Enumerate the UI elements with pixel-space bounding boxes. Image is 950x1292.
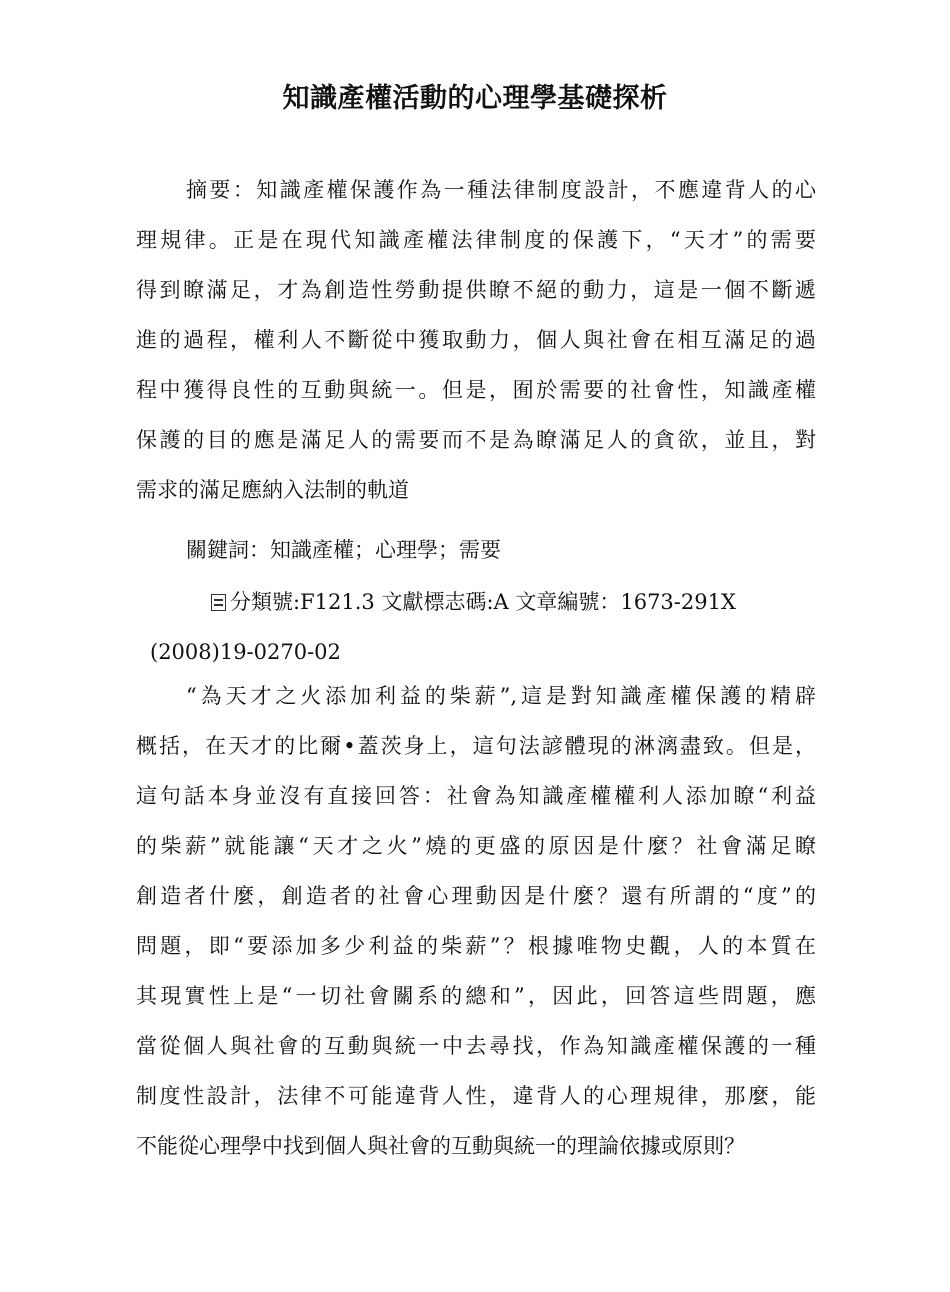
body-line: “為天才之火添加利益的柴薪”,這是對知識產權保護的精辟 (186, 684, 816, 708)
classification-text: 分類號:F121.3 文獻標志碼:A 文章編號：1673-291X (230, 590, 736, 614)
abstract-line: 理規律。正是在現代知識產權法律制度的保護下，“天才”的需要 (136, 228, 816, 252)
body-line: 不能從心理學中找到個人與社會的互動與統一的理論依據或原則？ (136, 1134, 745, 1158)
body-line: 創造者什麼，創造者的社會心理動因是什麼？還有所謂的“度”的 (136, 884, 816, 908)
body-line: 問題，即“要添加多少利益的柴薪”？根據唯物史觀，人的本質在 (136, 934, 816, 958)
body-line: 當從個人與社會的互動與統一中去尋找，作為知識產權保護的一種 (136, 1034, 816, 1058)
abstract-line: 得到瞭滿足，才為創造性勞動提供瞭不絕的動力，這是一個不斷遞 (136, 278, 816, 302)
article-code-line: (2008)19-0270-02 (150, 640, 341, 664)
body-line: 的柴薪”就能讓“天才之火”燒的更盛的原因是什麼？社會滿足瞭 (136, 834, 816, 858)
abstract-line: 需求的滿足應納入法制的軌道 (136, 478, 409, 502)
body-line: 制度性設計，法律不可能違背人性，違背人的心理規律，那麼，能 (136, 1084, 816, 1108)
classification-line (211, 582, 771, 622)
abstract-line: 摘要：知識產權保護作為一種法律制度設計，不應違背人的心 (186, 178, 816, 202)
abstract-line: 程中獲得良性的互動與統一。但是，囿於需要的社會性，知識產權 (136, 378, 816, 402)
abstract-line: 進的過程，權利人不斷從中獲取動力，個人與社會在相互滿足的過 (136, 328, 816, 352)
document-title: 知識產權活動的心理學基礎探析 (282, 83, 668, 114)
body-line: 其現實性上是“一切社會關系的總和”，因此，回答這些問題，應 (136, 984, 816, 1008)
body-line: 這句話本身並沒有直接回答：社會為知識產權權利人添加瞭“利益 (136, 784, 816, 808)
document-icon (211, 594, 226, 611)
keywords-line: 關鍵詞：知識產權；心理學；需要 (186, 538, 501, 562)
body-line: 概括，在天才的比爾•蓋茨身上，這句法諺體現的淋漓盡致。但是， (136, 734, 816, 758)
abstract-line: 保護的目的應是滿足人的需要而不是為瞭滿足人的貪欲，並且，對 (136, 428, 816, 452)
